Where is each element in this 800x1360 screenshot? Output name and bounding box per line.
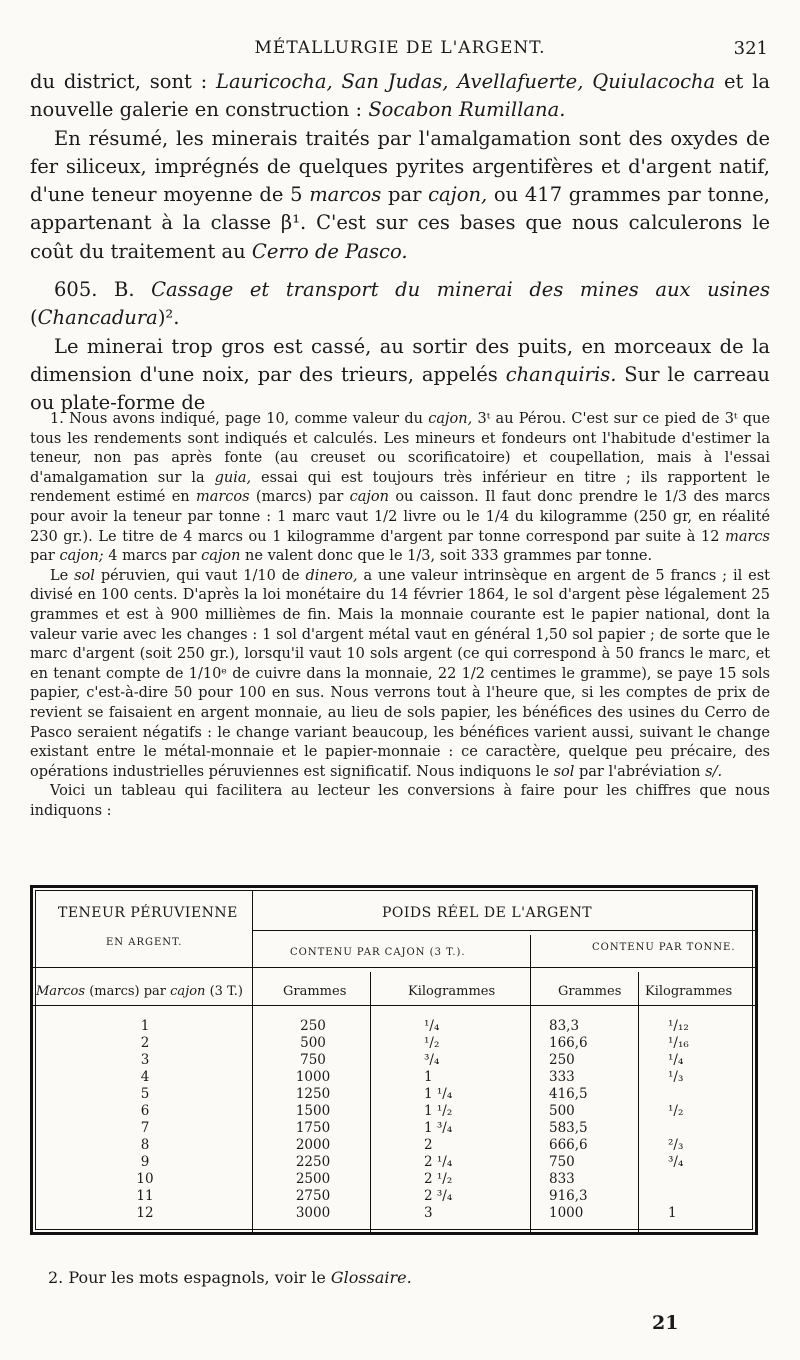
italic-run: dinero, bbox=[305, 567, 358, 584]
table-cell bbox=[668, 1188, 728, 1205]
table-cell: 750 bbox=[549, 1154, 575, 1170]
italic-run: Lauricocha, San Judas, Avellafuerte, Quiulacocha bbox=[216, 70, 716, 93]
italic-run: cajon, bbox=[428, 183, 488, 207]
table-cell: 1 bbox=[424, 1069, 433, 1085]
table-cell: 4 bbox=[140, 1069, 150, 1085]
column-marcos bbox=[120, 1018, 170, 1222]
text-run: par l'abréviation bbox=[574, 763, 706, 780]
table-cell: 12 bbox=[136, 1205, 154, 1221]
table-cell: 2 ¹/₄ bbox=[424, 1154, 453, 1170]
table-cell: 1 bbox=[668, 1205, 677, 1221]
text-run: par bbox=[30, 548, 60, 565]
table-cell: ¹/₄ bbox=[424, 1018, 440, 1034]
table-cell bbox=[668, 1086, 728, 1103]
subheader-grammes-cajon: Grammes bbox=[283, 984, 347, 999]
table-cell: 2 bbox=[140, 1035, 150, 1051]
table-cell: 1500 bbox=[295, 1103, 331, 1119]
table-cell: 1000 bbox=[549, 1205, 584, 1221]
table-cell: ¹/₂ bbox=[424, 1035, 440, 1051]
text-run: 2. Pour les mots espagnols, voir le bbox=[48, 1268, 331, 1287]
text-run: 1. Nous avons indiqué, page 10, comme valeur du bbox=[50, 411, 429, 427]
table-cell: 333 bbox=[549, 1069, 575, 1085]
table-cell: 500 bbox=[549, 1103, 575, 1119]
table-cell: 83,3 bbox=[549, 1018, 580, 1034]
table-vline-1 bbox=[252, 890, 253, 1232]
header-cajon: CONTENU PAR CAJON (3 T.). bbox=[290, 947, 466, 958]
page-number: 321 bbox=[733, 38, 768, 59]
text-run: (marcs) par bbox=[249, 489, 350, 506]
text-run: 605. B. bbox=[54, 278, 152, 302]
table-cell: 1 bbox=[140, 1018, 150, 1034]
table-cell: 2250 bbox=[295, 1154, 331, 1170]
column-grammes-cajon bbox=[288, 1018, 338, 1222]
italic-run: sol bbox=[74, 567, 95, 584]
table-cell: 1250 bbox=[295, 1086, 331, 1102]
text-run: 4 marcs par bbox=[103, 548, 202, 565]
italic-run: cajon, bbox=[428, 411, 473, 427]
table-hline-3 bbox=[33, 1005, 755, 1006]
paragraph-2 bbox=[30, 125, 770, 266]
table-hline-2 bbox=[33, 967, 755, 968]
table-cell: 1 ¹/₄ bbox=[424, 1086, 453, 1102]
text-run: 3ᵗ au Pérou. C'est sur ce pied de 3ᵗ que tous les rendements sont indiqués et calculés. Les mineurs et fondeurs ont l'habitude d'estimer la teneur, non pas après fonte (au creuset ou scorificatoire) et coupellation, mais à l'essai d'amalgamation sur la bbox=[30, 411, 770, 486]
header-poids: POIDS RÉEL DE L'ARGENT bbox=[382, 905, 593, 921]
text-run: Sur le carreau ou plate-forme de bbox=[30, 362, 770, 415]
column-kilo-tonne bbox=[668, 1018, 728, 1222]
table-cell: ³/₄ bbox=[424, 1052, 440, 1068]
italic-run: s/. bbox=[705, 763, 723, 780]
table-vline-4 bbox=[638, 972, 639, 1232]
table-cell: 166,6 bbox=[549, 1035, 588, 1051]
subheader-grammes-tonne: Grammes bbox=[558, 984, 622, 999]
table-cell: 3 bbox=[424, 1205, 433, 1221]
body-text bbox=[30, 68, 770, 418]
table-cell: 7 bbox=[140, 1120, 150, 1136]
table-cell: 5 bbox=[140, 1086, 150, 1102]
text-run: En résumé, les minerais traités par l'amalgamation sont des oxydes de fer siliceux, imprégnés de quelques pyrites argentifères et d'argent natif, d'une teneur moyenne de 5 bbox=[30, 126, 770, 207]
table-cell: 750 bbox=[300, 1052, 326, 1068]
subheader-marcos: Marcos (marcs) par cajon (3 T.) bbox=[36, 984, 244, 999]
text-run: essai qui est toujours très inférieur en titre ; ils rapportent le rendement estimé en bbox=[30, 469, 770, 506]
footnote-1-para-3 bbox=[30, 782, 770, 821]
italic-run: chanquiris. bbox=[505, 362, 617, 386]
table-cell: 1 ¹/₂ bbox=[424, 1103, 453, 1119]
running-head bbox=[30, 38, 770, 62]
text-run: Le bbox=[50, 567, 75, 584]
table-cell: 2 ¹/₂ bbox=[424, 1171, 453, 1187]
running-title: MÉTALLURGIE DE L'ARGENT. bbox=[254, 38, 546, 58]
text-run: a une valeur intrinsèque en argent de 5 francs ; il est divisé en 100 cents. D'après la loi monétaire du 14 février 1864, le sol d'argent pèse légalement 25 grammes et est à 900 millièmes de fin. Mais la monnaie courante est le papier national, dont la valeur varie avec les changes : 1 sol d'argent métal vaut en général 1,50 sol papier ; de sorte que le marc d'argent (soit 250 gr.), lorsqu'il vaut 10 sols argent (ce qui correspond à 50 francs le marc, et en tenant compte de 1/10ᵉ de cuivre dans la monnaie, 22 1/2 centimes le gramme), se paye 15 sols papier, c'est-à-dire 50 pour 100 en sus. Nous verrons tout à l'heure que, si les comptes de prix de revient se faisaient en argent monnaie, au lieu de sols papier, les bénéfices des usines du Cerro de Pasco seraient négatifs : le change variant beaucoup, les bénéfices varient aussi, suivant le change existant entre le métal-monnaie et le papier-monnaie : ce caractère, quelque peu précaire, des opérations industrielles péruviennes est significatif. Nous indiquons le bbox=[30, 567, 770, 780]
subheader-kilo-cajon: Kilogrammes bbox=[408, 984, 496, 999]
italic-run: marcos bbox=[309, 183, 382, 207]
table-cell: ¹/₃ bbox=[668, 1069, 684, 1085]
section-heading bbox=[30, 276, 770, 333]
table-cell: 2750 bbox=[295, 1188, 331, 1204]
table-cell: 500 bbox=[300, 1035, 326, 1051]
table-cell: 1750 bbox=[295, 1120, 331, 1136]
italic-run: marcs bbox=[725, 528, 770, 545]
italic-run: marcos bbox=[195, 489, 250, 506]
table-cell: 250 bbox=[549, 1052, 575, 1068]
text-run: Le minerai trop gros est cassé, au sortir des puits, en morceaux de la dimension d'une noix, par des trieurs, appelés bbox=[30, 334, 770, 386]
table-cell: 2500 bbox=[295, 1171, 331, 1187]
text-run: ou 417 grammes par tonne, appartenant à la classe β¹. C'est sur ces bases que nous calculerons le coût du traitement au bbox=[30, 183, 770, 263]
table-cell: 2000 bbox=[295, 1137, 331, 1153]
header-tonne: CONTENU PAR TONNE. bbox=[592, 942, 736, 953]
text-run: par bbox=[381, 183, 429, 207]
table-cell: 2 bbox=[424, 1137, 433, 1153]
italic-run: Cerro de Pasco. bbox=[251, 239, 408, 263]
table-cell: 1000 bbox=[295, 1069, 331, 1085]
text-run: péruvien, qui vaut 1/10 de bbox=[94, 567, 306, 584]
text-run: ( bbox=[30, 306, 38, 330]
table-cell bbox=[668, 1120, 728, 1137]
signature-mark: 21 bbox=[652, 1312, 679, 1334]
italic-run: guia, bbox=[214, 469, 252, 486]
footnote-2 bbox=[48, 1268, 412, 1287]
text-run: du district, sont : bbox=[30, 70, 216, 93]
italic-run: Socabon Rumillana. bbox=[368, 98, 566, 122]
table-cell: 666,6 bbox=[549, 1137, 588, 1153]
italic-run: Cassage et transport du minerai des mines aux usines bbox=[151, 278, 770, 302]
footnote-1-para-2 bbox=[30, 567, 770, 783]
table-cell: 11 bbox=[136, 1188, 154, 1204]
table-vline-3 bbox=[370, 972, 371, 1232]
column-kilo-cajon bbox=[424, 1018, 504, 1222]
table-cell: 916,3 bbox=[549, 1188, 588, 1204]
header-en-argent: EN ARGENT. bbox=[106, 937, 183, 948]
table-cell: ¹/₄ bbox=[668, 1052, 684, 1068]
text-run: et la nouvelle galerie en construction : bbox=[30, 70, 771, 122]
table-hline-1 bbox=[252, 930, 755, 931]
italic-run: cajon bbox=[349, 489, 389, 506]
table-cell: ¹/₁₂ bbox=[668, 1018, 689, 1034]
subheader-kilo-tonne: Kilogrammes bbox=[645, 984, 733, 999]
table-cell: 1 ³/₄ bbox=[424, 1120, 453, 1136]
italic-run: Chancadura bbox=[37, 306, 158, 330]
table-cell: 10 bbox=[136, 1171, 154, 1187]
table-cell: 6 bbox=[140, 1103, 150, 1119]
table-cell: ¹/₂ bbox=[668, 1103, 684, 1119]
italic-run: sol bbox=[553, 763, 575, 780]
table-cell: 583,5 bbox=[549, 1120, 588, 1136]
table-cell: ³/₄ bbox=[668, 1154, 684, 1170]
table-cell: 3000 bbox=[295, 1205, 331, 1221]
text-run: ne valent donc que le 1/3, soit 333 grammes par tonne. bbox=[240, 548, 653, 565]
table-cell: 2 ³/₄ bbox=[424, 1188, 453, 1204]
header-teneur: TENEUR PÉRUVIENNE bbox=[58, 905, 238, 921]
table-cell: 3 bbox=[140, 1052, 150, 1068]
table-cell bbox=[668, 1171, 728, 1188]
text-run: )². bbox=[157, 306, 180, 330]
column-grammes-tonne bbox=[549, 1018, 619, 1222]
table-cell: 9 bbox=[140, 1154, 150, 1170]
footnote-1-para-1 bbox=[30, 410, 770, 567]
paragraph-4 bbox=[30, 333, 770, 418]
table-cell: 833 bbox=[549, 1171, 575, 1187]
text-run: Voici un tableau qui facilitera au lecteur les conversions à faire pour les chiffres que nous indiquons : bbox=[30, 783, 770, 819]
italic-run: cajon; bbox=[59, 548, 104, 565]
text-run: ou caisson. Il faut donc prendre le 1/3 des marcs pour avoir la teneur par tonne : 1 marc vaut 1/2 livre ou le 1/4 du kilogramme (250 gr, en réalité 230 gr.). Le titre de 4 marcs ou 1 kilogramme d'argent par tonne correspond par suite à 12 bbox=[30, 489, 771, 545]
table-vline-2 bbox=[530, 935, 531, 1232]
table-cell: 8 bbox=[140, 1137, 150, 1153]
footnote-1 bbox=[30, 410, 770, 821]
table-cell: 250 bbox=[300, 1018, 326, 1034]
table-cell: 416,5 bbox=[549, 1086, 588, 1102]
italic-run: Glossaire. bbox=[330, 1268, 412, 1287]
table-cell: ¹/₁₆ bbox=[668, 1035, 689, 1051]
italic-run: cajon bbox=[201, 548, 241, 565]
paragraph-1 bbox=[30, 68, 770, 125]
table-cell: ²/₃ bbox=[668, 1137, 684, 1153]
